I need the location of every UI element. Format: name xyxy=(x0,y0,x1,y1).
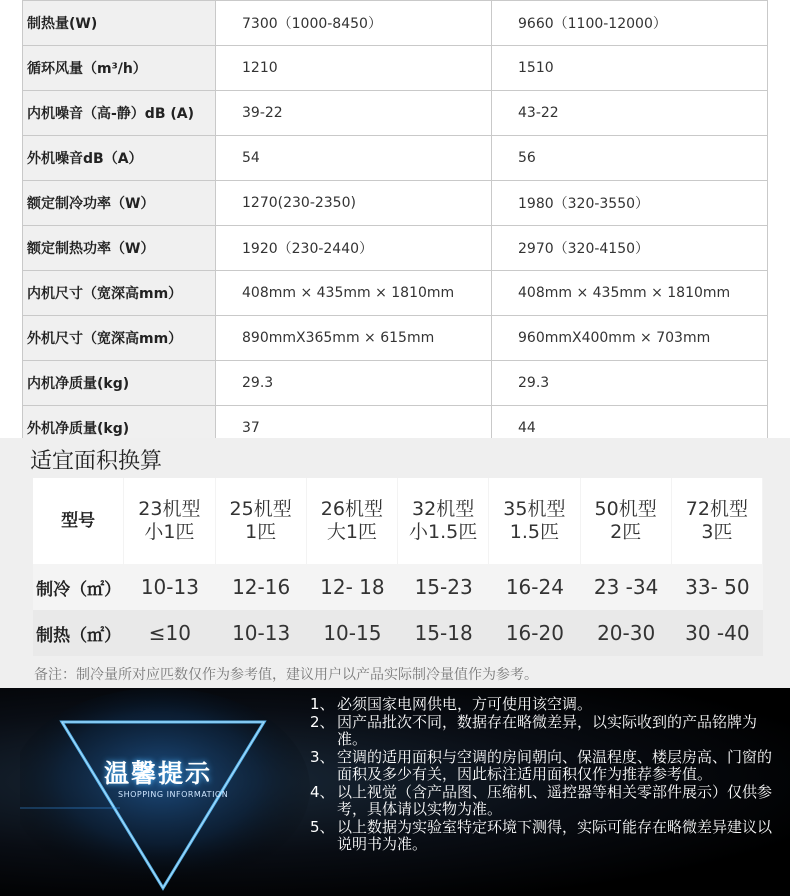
tip-item: 3、 空调的适用面积与空调的房间朝向、保温程度、楼层房高、门窗的面积及多少有关，因此标注适用面积仅作为推荐参考值。 xyxy=(310,747,773,783)
spec-table xyxy=(22,0,768,451)
heating-value: 10-15 xyxy=(307,610,398,656)
heating-value: 30 -40 xyxy=(672,610,763,656)
cooling-row xyxy=(33,564,763,610)
spec-value-a: 7300（1000-8450） xyxy=(216,1,492,46)
spec-value-a: 37 xyxy=(216,406,492,451)
spec-value-a: 1210 xyxy=(216,46,492,91)
cooling-value: 33- 50 xyxy=(672,564,763,610)
spec-value-b: 56 xyxy=(492,136,768,181)
spec-value-b: 408mm × 435mm × 1810mm xyxy=(492,271,768,316)
spec-value-a: 29.3 xyxy=(216,361,492,406)
spec-label: 内机净质量(kg) xyxy=(23,361,216,406)
cooling-value: 12-16 xyxy=(216,564,307,610)
model-cell: 50机型 2匹 xyxy=(581,478,672,564)
area-title: 适宜面积换算 xyxy=(30,449,163,474)
model-header: 型号 xyxy=(33,478,124,564)
cooling-value: 15-23 xyxy=(398,564,489,610)
spec-label: 制热量(W) xyxy=(23,1,216,46)
spec-label: 外机尺寸（宽深高mm） xyxy=(23,316,216,361)
model-cell: 23机型 小1匹 xyxy=(124,478,215,564)
spec-value-b: 29.3 xyxy=(492,361,768,406)
spec-row xyxy=(23,226,768,271)
cooling-value: 23 -34 xyxy=(581,564,672,610)
spec-value-a: 408mm × 435mm × 1810mm xyxy=(216,271,492,316)
heating-row xyxy=(33,610,763,656)
tip-item: 4、 以上视觉（含产品图、压缩机、遥控器等相关零部件展示）仅供参考，具体请以实物为准。 xyxy=(310,782,773,818)
tips-subtitle: SHOPPING INFORMATION xyxy=(118,790,229,799)
spec-value-b: 43-22 xyxy=(492,91,768,136)
tips-banner xyxy=(0,688,790,896)
spec-label: 内机噪音（高-静）dB (A) xyxy=(23,91,216,136)
cooling-value: 10-13 xyxy=(124,564,215,610)
cooling-value: 12- 18 xyxy=(307,564,398,610)
heating-value: 16-20 xyxy=(489,610,580,656)
spec-value-b: 960mmX400mm × 703mm xyxy=(492,316,768,361)
spec-label: 外机净质量(kg) xyxy=(23,406,216,451)
model-cell: 32机型 小1.5匹 xyxy=(398,478,489,564)
tips-title: 温馨提示 xyxy=(104,759,213,788)
tip-item: 1、 必须国家电网供电，方可使用该空调。 xyxy=(310,695,593,713)
area-table xyxy=(33,478,763,656)
spec-label: 额定制热功率（W） xyxy=(23,226,216,271)
spec-value-b: 1510 xyxy=(492,46,768,91)
spec-label: 循环风量（m³/h） xyxy=(23,46,216,91)
tip-item: 5、 以上数据为实验室特定环境下测得，实际可能存在略微差异建议以说明书为准。 xyxy=(310,817,773,853)
spec-row xyxy=(23,361,768,406)
spec-label: 内机尺寸（宽深高mm） xyxy=(23,271,216,316)
spec-row xyxy=(23,316,768,361)
tip-item: 2、 因产品批次不同，数据存在略微差异，以实际收到的产品铭牌为准。 xyxy=(310,712,758,748)
spec-row xyxy=(23,1,768,46)
spec-value-a: 1920（230-2440） xyxy=(216,226,492,271)
heating-value: 20-30 xyxy=(581,610,672,656)
spec-row xyxy=(23,181,768,226)
spec-value-a: 1270(230-2350) xyxy=(216,181,492,226)
spec-row xyxy=(23,91,768,136)
model-cell: 35机型 1.5匹 xyxy=(489,478,580,564)
model-cell: 25机型 1匹 xyxy=(216,478,307,564)
model-cell: 26机型 大1匹 xyxy=(307,478,398,564)
heating-label: 制热（㎡） xyxy=(33,610,124,656)
heating-value: 15-18 xyxy=(398,610,489,656)
spec-value-b: 9660（1100-12000） xyxy=(492,1,768,46)
area-note: 备注：制冷量所对应匹数仅作为参考值，建议用户以产品实际制冷量值作为参考。 xyxy=(34,667,538,683)
area-conversion-section xyxy=(0,438,790,688)
heating-value: ≤10 xyxy=(124,610,215,656)
cooling-label: 制冷（㎡） xyxy=(33,564,124,610)
spec-value-a: 54 xyxy=(216,136,492,181)
model-cell: 72机型 3匹 xyxy=(672,478,763,564)
spec-value-b: 2970（320-4150） xyxy=(492,226,768,271)
spec-value-a: 890mmX365mm × 615mm xyxy=(216,316,492,361)
cooling-value: 16-24 xyxy=(489,564,580,610)
spec-label: 额定制冷功率（W） xyxy=(23,181,216,226)
spec-row xyxy=(23,271,768,316)
spec-value-a: 39-22 xyxy=(216,91,492,136)
heating-value: 10-13 xyxy=(216,610,307,656)
model-row xyxy=(33,478,763,564)
spec-label: 外机噪音dB（A） xyxy=(23,136,216,181)
spec-value-b: 1980（320-3550） xyxy=(492,181,768,226)
tips-list xyxy=(310,696,780,854)
spec-value-b: 44 xyxy=(492,406,768,451)
spec-row xyxy=(23,46,768,91)
spec-row xyxy=(23,136,768,181)
